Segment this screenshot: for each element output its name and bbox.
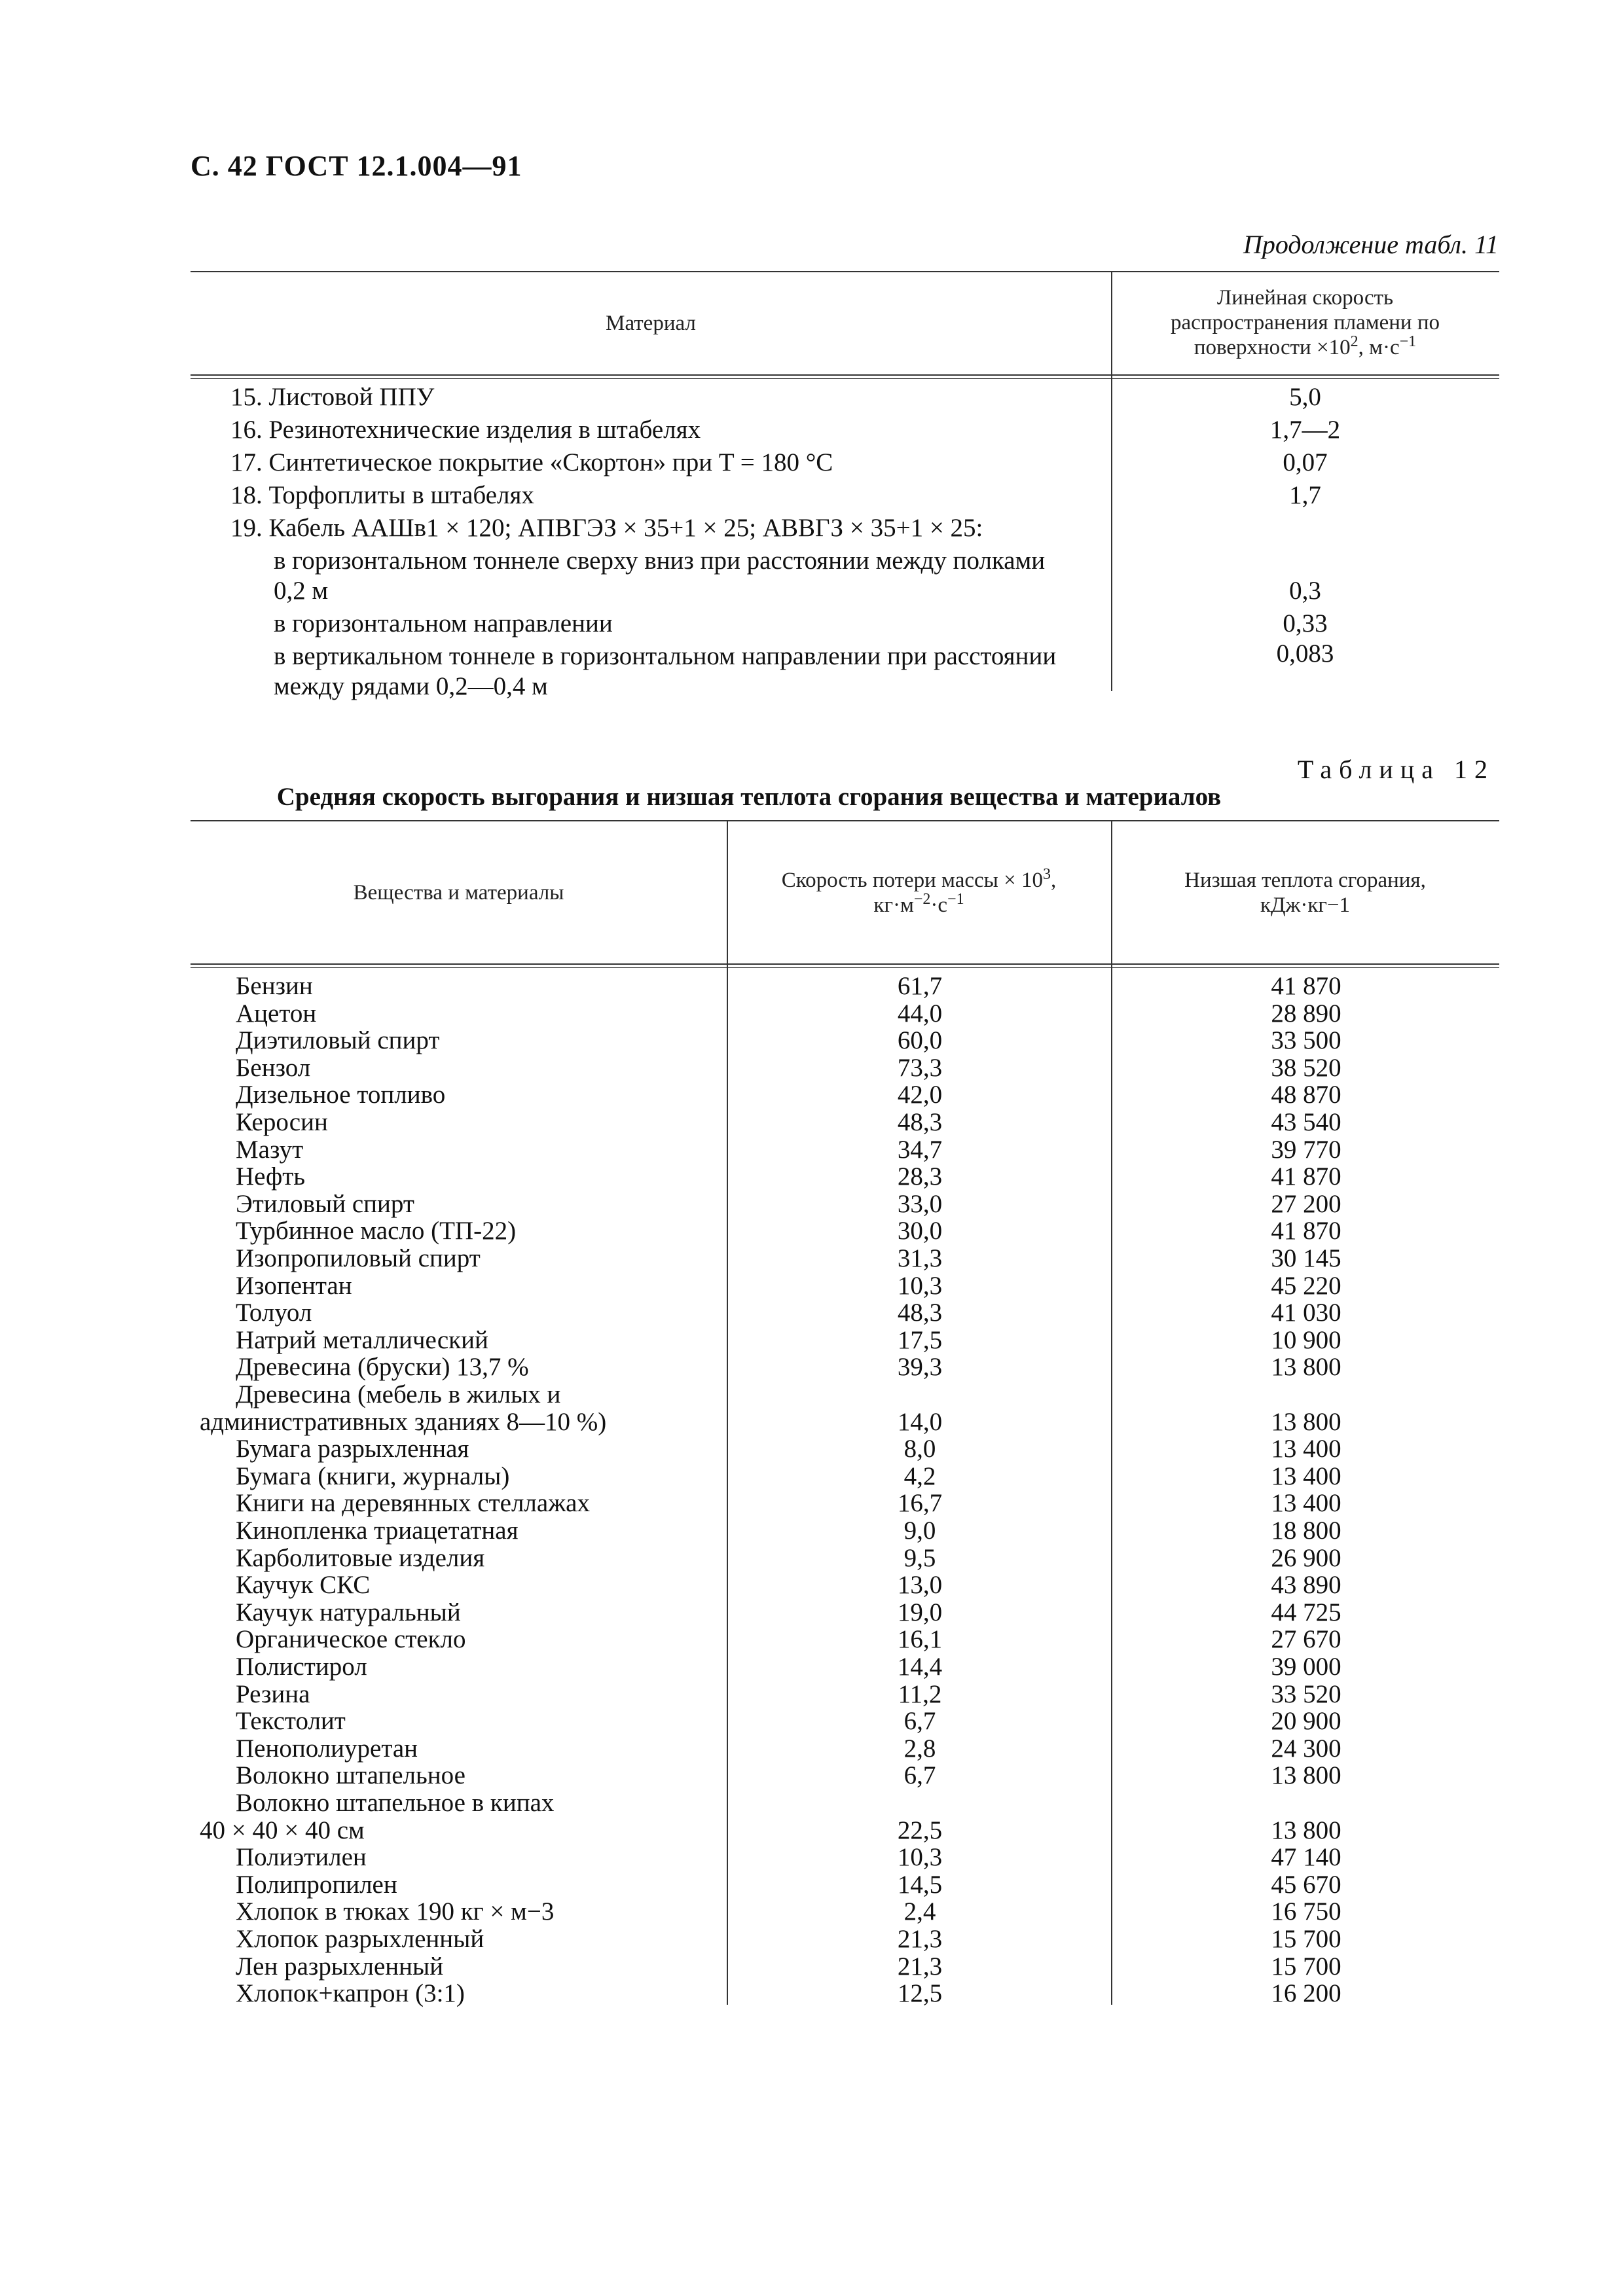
table12-col-rate-unit-mid: ·с: [930, 893, 948, 917]
table12-top-rule: [191, 820, 1499, 821]
table12-row-rate: 48,3: [897, 1299, 943, 1327]
table12-row-heat: 48 870: [1271, 1081, 1341, 1109]
table12-row-rate: 22,5: [897, 1816, 943, 1844]
table12-row-rate: 61,7: [897, 972, 943, 1000]
table12-row-rate: 13,0: [897, 1571, 943, 1599]
table11-col-speed: [1111, 285, 1499, 360]
table11-header-rule: [191, 374, 1499, 376]
table12-row-rate: 10,3: [897, 1843, 943, 1871]
table12-row-heat: 38 520: [1271, 1054, 1341, 1082]
table12-row-heat: 27 200: [1271, 1190, 1341, 1218]
table12-row-rate: 44,0: [897, 999, 943, 1028]
table12-row-heat: 45 670: [1271, 1871, 1341, 1899]
table12-row-heat: 41 030: [1271, 1299, 1341, 1327]
table12-row-name: Карболитовые изделия: [236, 1544, 485, 1572]
table12-row-name: Пенополиуретан: [236, 1734, 418, 1763]
table12-row-rate: 14,5: [897, 1871, 943, 1899]
table12-row-rate: 10,3: [897, 1272, 943, 1300]
table11-col-speed-sup: 2: [1350, 333, 1359, 350]
table12-row-heat: 20 900: [1271, 1707, 1341, 1735]
table11-row-value: 0,083: [1276, 639, 1334, 668]
table12-row-name: Бумага (книги, журналы): [236, 1462, 510, 1490]
table12-row-heat: 13 800: [1271, 1408, 1341, 1436]
table12-row-name: Диэтиловый спирт: [236, 1026, 440, 1054]
table11-row-text: 16. Резинотехнические изделия в штабелях: [230, 416, 701, 444]
table12-row-heat: 13 400: [1271, 1435, 1341, 1463]
table12-row-heat: 15 700: [1271, 1925, 1341, 1953]
table11-col-speed-line2: распространения пламени по: [1171, 311, 1440, 334]
table12-row-name: Изопропиловый спирт: [236, 1244, 481, 1272]
table12-row-heat: 13 400: [1271, 1462, 1341, 1490]
table12-row-heat: 28 890: [1271, 999, 1341, 1028]
table12-row-rate: 14,0: [897, 1408, 943, 1436]
table12-row-heat: 43 540: [1271, 1108, 1341, 1136]
table12-row-rate: 16,1: [897, 1625, 943, 1653]
table12-row-rate: 28,3: [897, 1162, 943, 1191]
table12-row-rate: 33,0: [897, 1190, 943, 1218]
table12-row-name: Хлопок+капрон (3:1): [236, 1979, 465, 2007]
table12-row-name: Полистирол: [236, 1653, 367, 1681]
table12-col-heat: [1111, 868, 1499, 918]
table12-col-rate-sup3: −1: [947, 891, 964, 908]
table12-row-rate: 31,3: [897, 1244, 943, 1272]
table12-row-name: Книги на деревянных стеллажах: [236, 1489, 590, 1517]
table12-row-heat: 33 520: [1271, 1680, 1341, 1708]
table12-row-heat: 27 670: [1271, 1625, 1341, 1653]
table12-row-name: Керосин: [236, 1108, 328, 1136]
table11-row-text: между рядами 0,2—0,4 м: [274, 672, 548, 700]
table12-row-heat: 33 500: [1271, 1026, 1341, 1054]
table11-row-text: 15. Листовой ППУ: [230, 383, 435, 411]
table11-row-text: в горизонтальном направлении: [274, 609, 613, 637]
table12-row-name: Резина: [236, 1680, 310, 1708]
table12-row-rate: 34,7: [897, 1136, 943, 1164]
table12-row-name: Нефть: [236, 1162, 306, 1191]
table12-row-heat: 30 145: [1271, 1244, 1341, 1272]
table12-col-rate: [727, 868, 1111, 918]
table12-row-rate: 17,5: [897, 1326, 943, 1354]
table12-row-heat: 13 400: [1271, 1489, 1341, 1517]
table12-row-name: Каучук натуральный: [236, 1598, 461, 1626]
table12-row-heat: 16 200: [1271, 1979, 1341, 2007]
table11-row-text: в вертикальном тоннеле в горизонтальном направлении при расстоянии: [274, 642, 1057, 670]
table12-row-name: Изопентан: [236, 1272, 352, 1300]
table11-row-value: 1,7—2: [1269, 416, 1341, 444]
table12-row-heat: 39 000: [1271, 1653, 1341, 1681]
table12-col-rate-comma: ,: [1050, 869, 1057, 892]
table12-row-heat: 43 890: [1271, 1571, 1341, 1599]
table12-row-rate: 39,3: [897, 1353, 943, 1381]
table12-row-name: Волокно штапельное в кипах: [236, 1789, 555, 1817]
table12-row-heat: 44 725: [1271, 1598, 1341, 1626]
table12-row-rate: 12,5: [897, 1979, 943, 2007]
table12-row-name: Древесина (бруски) 13,7 %: [236, 1353, 529, 1381]
table11-row-value: 0,07: [1283, 448, 1328, 476]
table11-row-text: 17. Синтетическое покрытие «Скортон» при T = 180 °С: [230, 448, 833, 476]
table12-row-rate: 6,7: [903, 1707, 936, 1735]
table12-row-rate: 2,8: [903, 1734, 936, 1763]
table12-row-heat: 41 870: [1271, 1162, 1341, 1191]
table11-col-speed-unit-sup: −1: [1399, 333, 1417, 350]
table11-row-text: в горизонтальном тоннеле сверху вниз при расстоянии между полками: [274, 547, 1046, 575]
table12-row-name: Древесина (мебель в жилых и: [236, 1380, 561, 1408]
table12-row-heat: 18 800: [1271, 1516, 1341, 1545]
table12-col-rate-sup: 3: [1042, 866, 1051, 883]
table12-row-rate: 8,0: [903, 1435, 936, 1463]
table12-title: Средняя скорость выгорания и низшая теплота сгорания вещества и материалов: [276, 783, 1222, 811]
table12-row-rate: 73,3: [897, 1054, 943, 1082]
table12-row-rate: 16,7: [897, 1489, 943, 1517]
table12-row-name: Бензол: [236, 1054, 311, 1082]
table11-header-rule-double: [191, 378, 1499, 379]
table12-col-heat-line1: Низшая теплота сгорания,: [1184, 869, 1426, 892]
table12-col-heat-line2: кДж·кг−1: [1260, 893, 1350, 917]
table12-row-heat: 13 800: [1271, 1353, 1341, 1381]
table12-row-heat: 10 900: [1271, 1326, 1341, 1354]
table11-row-text: 18. Торфоплиты в штабелях: [230, 481, 534, 509]
table12-row-name: Ацетон: [236, 999, 317, 1028]
table12-header-rule-double: [191, 967, 1499, 968]
table11-col-speed-line3: [1111, 335, 1499, 360]
table12-col-rate-unit: кг·м: [873, 893, 914, 917]
table12-row-name: Толуол: [236, 1299, 312, 1327]
table12-row-rate: 30,0: [897, 1217, 943, 1245]
table12-row-name: Полиэтилен: [236, 1843, 367, 1871]
table11-row-text: 0,2 м: [274, 577, 329, 605]
table12-row-name: Текстолит: [236, 1707, 346, 1735]
table12-row-name: Хлопок разрыхленный: [236, 1925, 484, 1953]
table12-row-rate: 4,2: [903, 1462, 936, 1490]
table12-col-substance: Вещества и материалы: [353, 881, 564, 905]
table12-row-rate: 48,3: [897, 1108, 943, 1136]
table12-row-heat: 41 870: [1271, 972, 1341, 1000]
table11-row-value: 0,33: [1283, 609, 1328, 637]
table12-row-name: Кинопленка триацетатная: [236, 1516, 519, 1545]
table12-row-rate: 9,0: [903, 1516, 936, 1545]
page-header: С. 42 ГОСТ 12.1.004—91: [191, 150, 522, 182]
table11-continuation-label: Продолжение табл. 11: [1243, 230, 1499, 259]
table11-row-value: 5,0: [1289, 383, 1321, 411]
table12-row-name: административных зданиях 8—10 %): [200, 1408, 607, 1436]
table12-row-heat: 24 300: [1271, 1734, 1341, 1763]
table12-row-heat: 13 800: [1271, 1761, 1341, 1789]
table12-row-name: Бензин: [236, 972, 313, 1000]
table12-col-rate-line2: [727, 893, 1111, 918]
table12-row-name: Лен разрыхленный: [236, 1952, 444, 1981]
table12-row-name: Органическое стекло: [236, 1625, 466, 1653]
table12-header-rule: [191, 963, 1499, 965]
table11-col-speed-line1: Линейная скорость: [1216, 286, 1394, 310]
table12-row-name: Этиловый спирт: [236, 1190, 414, 1218]
table12-row-rate: 11,2: [898, 1680, 942, 1708]
table12-row-name: Волокно штапельное: [236, 1761, 465, 1789]
table12-row-rate: 19,0: [897, 1598, 943, 1626]
table12-row-name: Каучук СКС: [236, 1571, 371, 1599]
table11-col-speed-unit: , м·с: [1358, 336, 1400, 359]
table12-row-rate: 6,7: [903, 1761, 936, 1789]
table12-row-rate: 14,4: [897, 1653, 943, 1681]
table12-row-rate: 21,3: [897, 1952, 943, 1981]
table12-row-heat: 45 220: [1271, 1272, 1341, 1300]
table11-row-text: 19. Кабель ААШв1 × 120; АПВГЭЗ × 35+1 × 25; АВВГЗ × 35+1 × 25:: [230, 514, 983, 542]
table12-col-rate-sup2: −2: [913, 891, 931, 908]
table12-row-name: Бумага разрыхленная: [236, 1435, 469, 1463]
table12-row-name: Мазут: [236, 1136, 304, 1164]
table12-row-heat: 26 900: [1271, 1544, 1341, 1572]
table12-row-heat: 15 700: [1271, 1952, 1341, 1981]
table11-col-speed-text: поверхности ×10: [1194, 336, 1351, 359]
table12-label: Таблица 12: [1297, 755, 1495, 784]
table12-row-heat: 16 750: [1271, 1897, 1341, 1926]
table12-row-heat: 41 870: [1271, 1217, 1341, 1245]
table11-row-value: 0,3: [1289, 577, 1321, 605]
table12-row-heat: 47 140: [1271, 1843, 1341, 1871]
table12-row-heat: 13 800: [1271, 1816, 1341, 1844]
table12-row-rate: 2,4: [903, 1897, 936, 1926]
table12-col-rate-line1: [727, 868, 1111, 893]
table11-row-value: 1,7: [1289, 481, 1321, 509]
table12-row-rate: 21,3: [897, 1925, 943, 1953]
table11-top-rule: [191, 271, 1499, 272]
table12-row-rate: 60,0: [897, 1026, 943, 1054]
table11-col-material: Материал: [606, 312, 696, 335]
table12-row-name: Турбинное масло (ТП-22): [236, 1217, 517, 1245]
table12-row-name: Дизельное топливо: [236, 1081, 446, 1109]
table12-row-name: 40 × 40 × 40 см: [200, 1816, 365, 1844]
table12-row-rate: 42,0: [897, 1081, 943, 1109]
table12-row-rate: 9,5: [903, 1544, 936, 1572]
table12-row-heat: 39 770: [1271, 1136, 1341, 1164]
table12-row-name: Натрий металлический: [236, 1326, 488, 1354]
table12-col-rate-text: Скорость потери массы × 10: [781, 869, 1043, 892]
table12-row-name: Хлопок в тюках 190 кг × м−3: [236, 1897, 555, 1926]
table12-row-name: Полипропилен: [236, 1871, 397, 1899]
